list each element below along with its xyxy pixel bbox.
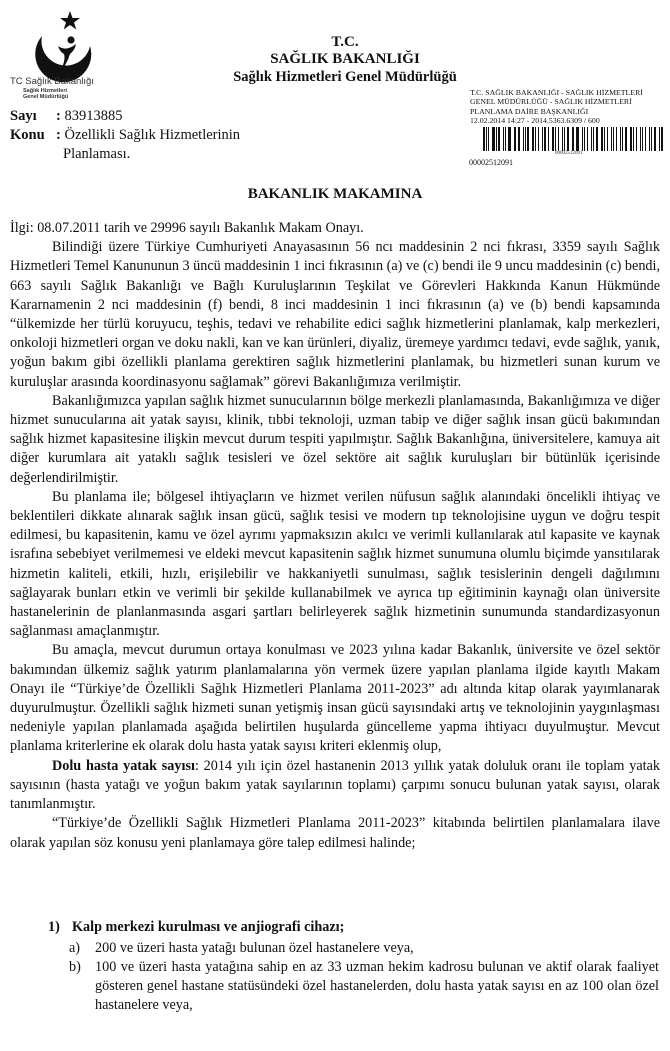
header-republic: T.C. [331, 34, 359, 50]
subitem-letter: a) [69, 940, 81, 956]
header-ministry: SAĞLIK BAKANLIĞI [270, 51, 420, 67]
konu-value-line1: Özellikli Sağlık Hizmetlerinin [64, 127, 241, 143]
addressee-title: BAKANLIK MAKAMINA [247, 186, 423, 202]
definition-paragraph [10, 757, 660, 815]
registry-stamp [470, 88, 643, 126]
barcode-icon [483, 127, 665, 151]
konu-value-line2: Planlaması. [63, 146, 131, 162]
paragraph-2: Bakanlığımızca yapılan sağlık hizmet sunucularının bölge merkezli planlamasında, Bakanlığımıza ve diğer hizmet sunucularına ait yatak sayısı, klinik, tıbbi teknoloji, uzman tabip ve diğer sağlık insan gücü bakımından sağlık hizmet kapasitesine ilişkin mevcut durum tespiti yapılmıştır. Sağlık Bakanlığına, üniversitelere, kamuya ait diğer kurumlara ait yataklı sağlık tesisleri ve özel sektöre ait sağlık kuruluşları bir bütünlük içerisinde değerlendirilmiştir. [10, 392, 660, 486]
sayi-label: Sayı [10, 108, 37, 124]
subitem-text: 200 ve üzeri hasta yatağı bulunan özel hastanelere veya, [95, 940, 414, 956]
subitem-letter: b) [69, 959, 81, 975]
sayi-value: 83913885 [64, 108, 123, 124]
logo-department-line1: Sağlık Hizmetleri [23, 88, 68, 94]
header-directorate: Sağlık Hizmetleri Genel Müdürlüğü [233, 69, 457, 85]
konu-label: Konu [10, 127, 45, 143]
stamp-line-4: 12.02.2014 14:27 - 2014.5363.6309 / 600 [470, 116, 600, 126]
paragraph-4: Bu amaçla, mevcut durumun ortaya konulması ve 2023 yılına kadar Bakanlık, üniversite ve özel sektör bakımından ülkemiz sağlık yatırım planlamalarına yön vermek üzere yapılan planlama ilgide kayıtlı Makam Onayı ile “Türkiye’de Özellikli Sağlık Hizmetleri Planlama 2011-2023” adı altında kitap olarak yayımlanarak duyurulmuştur. Özellikli sağlık hizmeti sunan yetişmiş insan gücü sayısındaki artış ve teknolojinin yaygınlaşması nedeniyle yapılan planlamada aşağıda belirtilen huşularda güncelleme yapma ihtiyacı duyulmuştur. Mevcut planlama kriterlerine ek olarak dolu hasta yatak sayısı kriteri eklenmiş olup, [10, 642, 660, 755]
definition-text: : 2014 yılı için özel hastanenin 2013 yıllık yatak doluluk oranı ile toplam yatak sayısının (hasta yatağı ve yoğun bakım yatak sayılarının toplamı) çarpımı sonucu bulunan yatak sayısı, olarak tanımlanmıştır. [10, 757, 660, 813]
subitem-text: 100 ve üzeri hasta yatağına sahip en az 33 uzman hekim kadrosu bulunan ve aktif olarak faaliyet gösteren genel hastane statüsündeki özel hastanelerden, dolu hasta yatak sayısı en az 100 olan özel hastanelere veya, [95, 959, 659, 1014]
document-number: 00002512091 [469, 158, 513, 167]
ilgi-line: İlgi: 08.07.2011 tarih ve 29996 sayılı Bakanlık Makam Onayı. [10, 220, 364, 236]
document-body [10, 219, 660, 853]
logo-ministry-name: TC Sağlık Bakanlığı [10, 76, 94, 87]
paragraph-3: Bu planlama ile; bölgesel ihtiyaçların ve hizmet verilen nüfusun sağlık alanındaki öncelikli ihtiyaç ve beklentileri dikkate alınarak sağlık insan gücü, sağlık tesisi ve modern tıp teknolojisine uygun ve doğru tespit edilmesi, bu kapasitenin, kamu ve özel ayrımı yapmaksızın akılcı ve verimli kullanılarak atıl kapasite ve kaynak israfına sebebiyet verilmemesi ve eldeki mevcut kapasitenin sağlık hizmet sunumuna olumlu biçimde yansıtılarak hizmetin kaliteli, etkili, hızlı, erişilebilir ve hakkaniyetli sunulması, sağlık tesislerinin dengeli dağılımını sağlayarak bunları etkin ve verimli bir şekilde kullanabilmek ve ayrıca tıp eğitiminin kaynağı olan üniversite hastanelerinin de planlanmasında asgari şartları belirleyerek sağlık hizmetinin sunumunda standardizasyonun sağlanması amaçlanmıştır. [10, 488, 660, 640]
konu-colon: : [56, 127, 65, 143]
stamp-line-1: T.C. SAĞLIK BAKANLIĞI - SAĞLIK HİZMETLERİ [470, 88, 643, 97]
logo-department-name [23, 88, 68, 100]
logo-department-line2: Genel Müdürlüğü [23, 94, 69, 100]
list-subitem-a [69, 939, 659, 958]
closing-paragraph: “Türkiye’de Özellikli Sağlık Hizmetleri Planlama 2011-2023” kitabında belirtilen planlamalara ilave olarak yapılan söz konusu yeni planlamaya göre talep edilmesi halinde; [10, 815, 660, 851]
stamp-line-2: GENEL MÜDÜRLÜĞÜ - SAĞLIK HİZMETLERİ [470, 97, 632, 107]
paragraph-1: Bilindiği üzere Türkiye Cumhuriyeti Anayasasının 56 ncı maddesinin 2 nci fıkrası, 3359 sayılı Sağlık Hizmetleri Temel Kanununun 3 üncü maddesinin 1 inci fıkrasının (a) ve (c) bendi ile 9 uncu maddesinin (c) bendi, 663 sayılı Sağlık Bakanlığı ve Bağlı Kuruluşlarının Teşkilat ve Görevleri Hakkında Kanun Hükmünde Kararnamenin 2 nci maddesinin (f) bendi, 8 inci maddesinin 1 inci fıkrasının (a) ve (b) bendi kapsamında “ülkemizde her türlü koruyucu, teşhis, tedavi ve rehabilite edici sağlık hizmetlerini planlamak, kalp merkezleri, onkoloji hizmetleri organ ve doku nakli, kan ve kan ürünleri, diyaliz, üremeye yardımcı tedavi, evde sağlık, yanık, yoğun bakım gibi özellikli planlama gerektiren sağlık hizmetlerini planlamak, bu hizmetleri sunan kurum ve kuruluşlar arasında koordinasyonu sağlamak” görevi Bakanlığımıza verilmiştir. [10, 239, 660, 390]
list-subitem-b [69, 958, 659, 1016]
list-item-heading-text: Kalp merkezi kurulması ve anjiografi cihazı; [72, 919, 345, 935]
list-item-number: 1) [48, 919, 60, 935]
meta-konu [10, 127, 240, 144]
stamp-line-3: PLANLAMA DAİRE BAŞKANLIĞI [470, 106, 589, 116]
meta-sayi [10, 108, 122, 125]
barcode-number: 00002512091 [555, 151, 583, 156]
definition-term: Dolu hasta yatak sayısı [52, 757, 195, 774]
list-item-1-heading [48, 919, 344, 936]
sayi-colon: : [56, 108, 65, 124]
